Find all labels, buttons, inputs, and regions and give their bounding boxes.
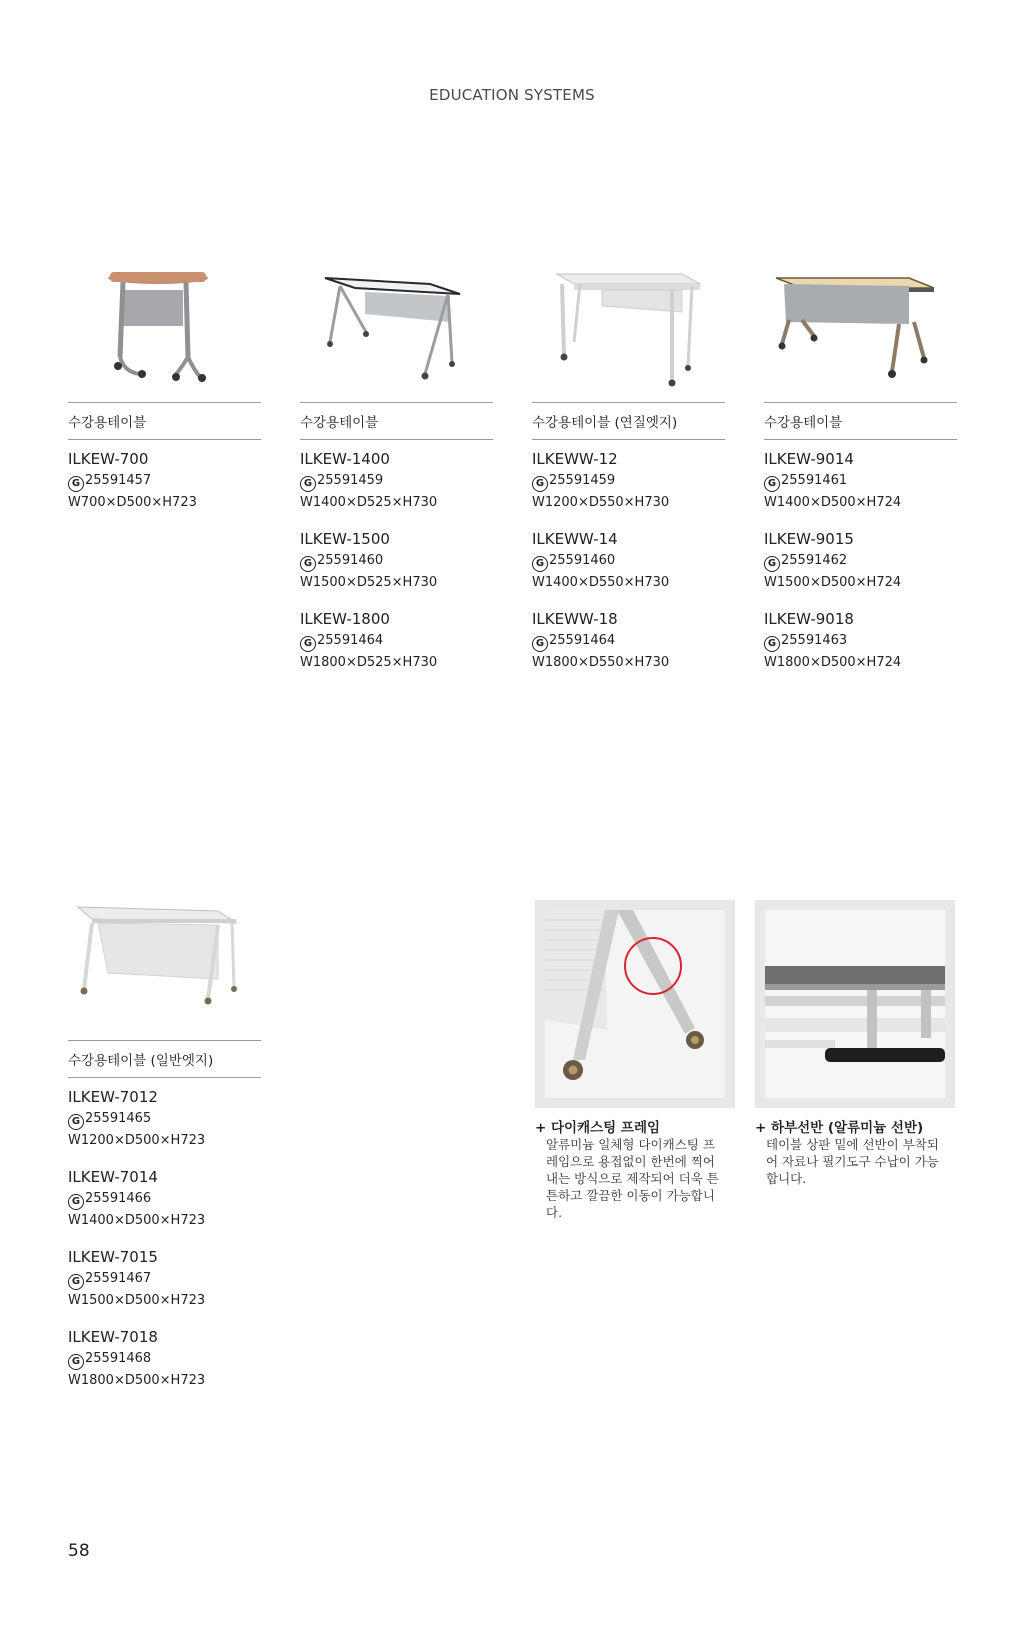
feature-image-frame xyxy=(535,900,735,1108)
g-mark-icon: G xyxy=(68,476,84,492)
dimensions: W1800×D525×H730 xyxy=(300,655,438,670)
g-number: G 25591459 xyxy=(300,470,493,492)
model-item xyxy=(532,528,725,594)
product-image-ilkew-7012 xyxy=(68,893,261,1040)
model-code: ILKEW-7018 xyxy=(68,1328,158,1346)
g-mark-icon: G xyxy=(68,1114,84,1130)
g-mark-icon: G xyxy=(764,636,780,652)
dimensions: W1400×D500×H724 xyxy=(764,495,902,510)
g-mark-icon: G xyxy=(68,1274,84,1290)
product-image-ilkeww xyxy=(532,262,725,402)
model-item xyxy=(68,448,261,514)
product-col-4 xyxy=(764,262,957,688)
dimensions: W1500×D500×H723 xyxy=(68,1293,206,1308)
g-mark-icon: G xyxy=(300,636,316,652)
feature-lower-shelf xyxy=(755,900,955,1187)
model-code: ILKEW-7012 xyxy=(68,1088,158,1106)
model-code: ILKEW-9015 xyxy=(764,530,854,548)
g-number: G 25591464 xyxy=(300,630,493,652)
model-code: ILKEWW-18 xyxy=(532,610,618,628)
feature-title: + 하부선반 (알류미늄 선반) xyxy=(755,1120,924,1136)
g-number: G 25591464 xyxy=(532,630,725,652)
g-number: G 25591467 xyxy=(68,1268,261,1290)
dimensions: W1400×D550×H730 xyxy=(532,575,670,590)
model-item xyxy=(764,448,957,514)
model-code: ILKEWW-12 xyxy=(532,450,618,468)
dimensions: W1400×D525×H730 xyxy=(300,495,438,510)
dimensions: W1500×D500×H724 xyxy=(764,575,902,590)
product-title: 수강용테이블 (일반엣지) xyxy=(68,1040,261,1078)
g-mark-icon: G xyxy=(532,636,548,652)
model-item xyxy=(300,528,493,594)
g-number: G 25591460 xyxy=(532,550,725,572)
dimensions: W1800×D500×H723 xyxy=(68,1373,206,1388)
g-number: G 25591461 xyxy=(764,470,957,492)
model-code: ILKEW-9018 xyxy=(764,610,854,628)
product-title: 수강용테이블 xyxy=(68,402,261,440)
model-item xyxy=(764,528,957,594)
model-item xyxy=(68,1246,261,1312)
product-image-ilkew-1400 xyxy=(300,262,493,402)
product-image-ilkew-700 xyxy=(68,262,261,402)
product-col-5 xyxy=(68,893,261,1406)
product-image-ilkew-9014 xyxy=(764,262,957,402)
feature-title: + 다이캐스팅 프레임 xyxy=(535,1120,661,1136)
section-header: EDUCATION SYSTEMS xyxy=(429,86,595,104)
feature-description: 테이블 상판 밑에 선반이 부착되어 자료나 필기도구 수납이 가능합니다. xyxy=(766,1137,939,1186)
dimensions: W1500×D525×H730 xyxy=(300,575,438,590)
model-item xyxy=(68,1086,261,1152)
g-mark-icon: G xyxy=(764,556,780,572)
model-code: ILKEWW-14 xyxy=(532,530,618,548)
g-number: G 25591465 xyxy=(68,1108,261,1130)
product-title: 수강용테이블 xyxy=(300,402,493,440)
model-code: ILKEW-1500 xyxy=(300,530,390,548)
g-number: G 25591460 xyxy=(300,550,493,572)
model-code: ILKEW-700 xyxy=(68,450,149,468)
feature-image-frame xyxy=(755,900,955,1108)
feature-description: 알류미늄 일체형 다이캐스팅 프레임으로 용접없이 한번에 찍어내는 방식으로 제작되어 더욱 튼튼하고 깔끔한 이동이 가능합니다. xyxy=(546,1137,719,1220)
g-number: G 25591466 xyxy=(68,1188,261,1210)
g-mark-icon: G xyxy=(532,476,548,492)
g-mark-icon: G xyxy=(68,1194,84,1210)
model-code: ILKEW-9014 xyxy=(764,450,854,468)
g-mark-icon: G xyxy=(68,1354,84,1370)
g-number: G 25591462 xyxy=(764,550,957,572)
g-number: G 25591459 xyxy=(532,470,725,492)
product-title: 수강용테이블 (연질엣지) xyxy=(532,402,725,440)
g-mark-icon: G xyxy=(300,476,316,492)
model-item xyxy=(68,1326,261,1392)
dimensions: W1800×D500×H724 xyxy=(764,655,902,670)
product-col-1 xyxy=(68,262,261,528)
dimensions: W1400×D500×H723 xyxy=(68,1213,206,1228)
model-code: ILKEW-7015 xyxy=(68,1248,158,1266)
product-col-2 xyxy=(300,262,493,688)
model-item xyxy=(532,608,725,674)
model-code: ILKEW-7014 xyxy=(68,1168,158,1186)
model-item xyxy=(532,448,725,514)
feature-diecasting xyxy=(535,900,735,1221)
product-col-3 xyxy=(532,262,725,688)
model-code: ILKEW-1800 xyxy=(300,610,390,628)
model-item xyxy=(764,608,957,674)
model-item xyxy=(68,1166,261,1232)
page-number: 58 xyxy=(68,1541,90,1561)
g-mark-icon: G xyxy=(300,556,316,572)
model-item xyxy=(300,448,493,514)
dimensions: W700×D500×H723 xyxy=(68,495,197,510)
g-number: G 25591463 xyxy=(764,630,957,652)
g-number: G 25591468 xyxy=(68,1348,261,1370)
product-title: 수강용테이블 xyxy=(764,402,957,440)
dimensions: W1800×D550×H730 xyxy=(532,655,670,670)
g-number: G 25591457 xyxy=(68,470,261,492)
model-item xyxy=(300,608,493,674)
g-mark-icon: G xyxy=(532,556,548,572)
dimensions: W1200×D500×H723 xyxy=(68,1133,206,1148)
model-code: ILKEW-1400 xyxy=(300,450,390,468)
dimensions: W1200×D550×H730 xyxy=(532,495,670,510)
g-mark-icon: G xyxy=(764,476,780,492)
